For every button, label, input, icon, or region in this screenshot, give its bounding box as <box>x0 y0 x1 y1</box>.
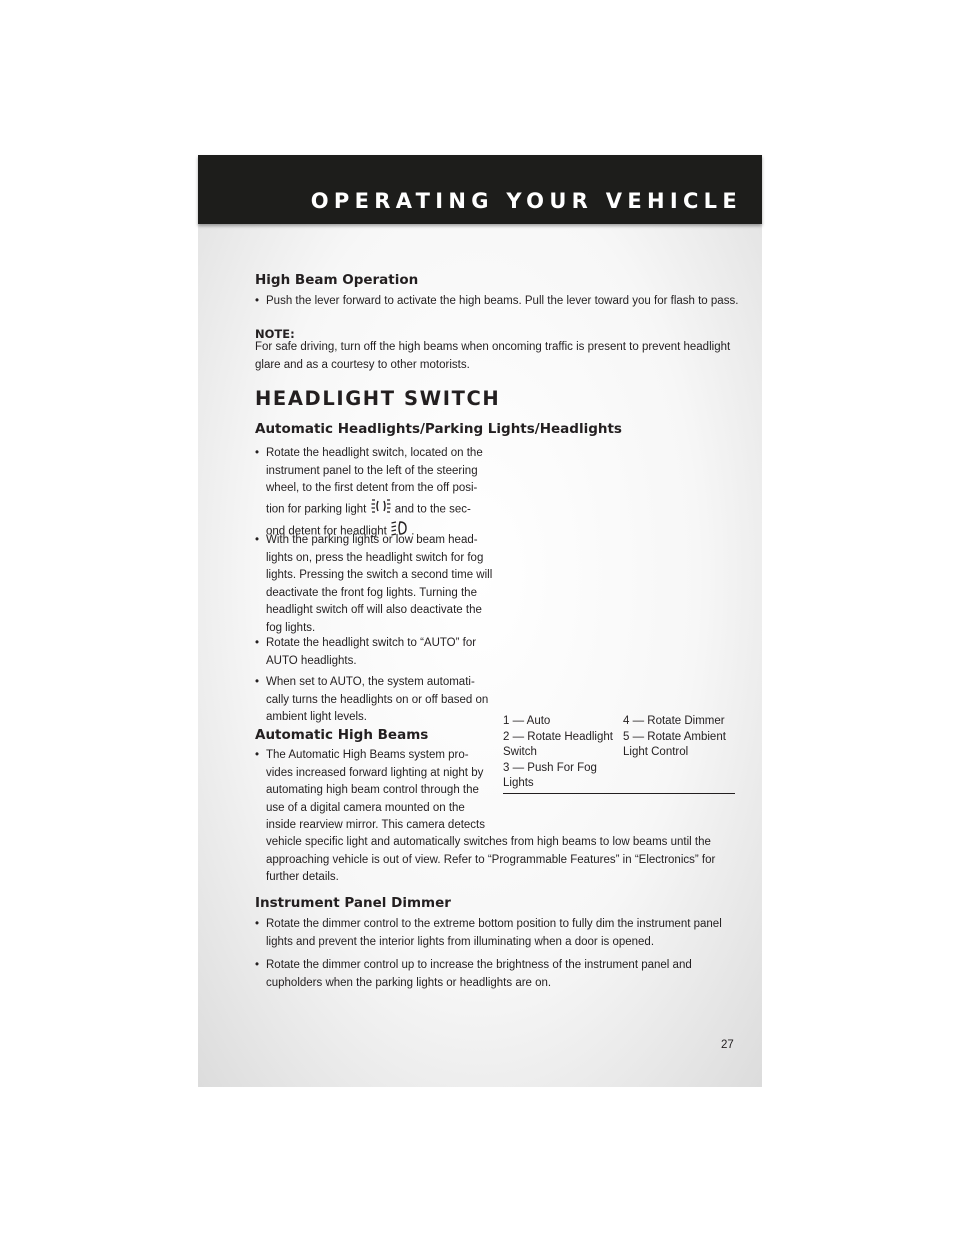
bullet-dot: • <box>255 447 260 459</box>
bullet-text: ond detent for headlight <box>266 525 387 538</box>
auto-high-beams-bullet-top <box>255 747 501 835</box>
bullet-text: and to the sec- <box>394 502 471 515</box>
auto-headlights-heading: Automatic Headlights/Parking Lights/Headlights <box>255 421 622 437</box>
auto-high-beams-heading: Automatic High Beams <box>255 727 429 743</box>
bullet-line: cupholders when the parking lights or headlights are on. <box>266 976 552 989</box>
bullet-line: When set to AUTO, the system automati- <box>266 676 475 688</box>
bullet-line: inside rearview mirror. This camera detects <box>266 819 485 831</box>
headlight-bullet-3 <box>255 635 501 670</box>
bullet-line: Rotate the dimmer control up to increase the brightness of the instrument panel and <box>266 959 692 971</box>
figure-caption-left <box>503 714 613 792</box>
bullet-line: further details. <box>266 871 339 883</box>
high-beam-bullet <box>255 293 756 311</box>
caption-divider <box>503 793 735 794</box>
bullet-line: vides increased forward lighting at night by <box>266 766 484 779</box>
note-line-2: glare and as a courtesy to other motorists. <box>255 359 470 371</box>
headlight-switch-heading: HEADLIGHT SWITCH <box>255 387 501 410</box>
bullet-line: approaching vehicle is out of view. Refer to “Programmable Features” in “Electronics” for <box>266 853 716 866</box>
parking-light-icon <box>370 498 392 521</box>
bullet-dot: • <box>255 676 260 688</box>
page-number: 27 <box>721 1039 734 1051</box>
note-label: NOTE: <box>255 327 295 341</box>
headlight-bullet-1 <box>255 445 501 543</box>
bullet-text: . <box>411 525 415 538</box>
caption-item: 5 — Rotate Ambient <box>623 730 726 743</box>
bullet-line: With the parking lights or low beam head- <box>266 534 478 546</box>
dimmer-bullet-1 <box>255 916 746 951</box>
caption-item: 4 — Rotate Dimmer <box>623 715 725 727</box>
bullet-line: wheel, to the first detent from the off posi- <box>266 482 478 494</box>
bullet-dot: • <box>255 959 260 971</box>
bullet-dot: • <box>255 637 260 649</box>
bullet-line: ambient light levels. <box>266 711 367 723</box>
caption-item: 1 — Auto <box>503 715 551 727</box>
caption-item: 3 — Push For Fog <box>503 761 597 774</box>
manual-page <box>198 155 762 1087</box>
bullet-text: tion for parking light <box>266 502 367 515</box>
bullet-line: deactivate the front fog lights. Turning the <box>266 586 477 599</box>
bullet-line: instrument panel to the left of the steering <box>266 464 478 477</box>
caption-item: Light Control <box>623 746 689 758</box>
bullet-line: vehicle specific light and automatically switches from high beams to low beams until the <box>266 836 711 848</box>
bullet-line: cally turns the headlights on or off based on <box>266 693 489 706</box>
section-header-bar <box>198 155 762 224</box>
high-beam-text: Push the lever forward to activate the high beams. Pull the lever toward you for flash to pass. <box>266 295 739 307</box>
auto-high-beams-bullet-bottom <box>255 834 746 887</box>
dimmer-heading: Instrument Panel Dimmer <box>255 895 451 911</box>
caption-item: Lights <box>503 777 534 789</box>
note-line-1: For safe driving, turn off the high beams when oncoming traffic is present to prevent headlight <box>255 341 731 353</box>
bullet-line: automating high beam control through the <box>266 784 479 796</box>
headlight-bullet-4 <box>255 674 501 727</box>
section-title: OPERATING YOUR VEHICLE <box>310 189 742 213</box>
bullet-line: use of a digital camera mounted on the <box>266 801 465 814</box>
headlight-bullet-2 <box>255 532 501 637</box>
bullet-dot: • <box>255 918 260 930</box>
bullet-dot: • <box>255 534 260 546</box>
bullet-line: lights. Pressing the switch a second time will <box>266 569 493 581</box>
bullet-dot: • <box>255 295 260 307</box>
bullet-line: Rotate the headlight switch to “AUTO” for <box>266 637 477 649</box>
high-beam-heading: High Beam Operation <box>255 272 419 288</box>
bullet-line <box>266 498 501 521</box>
bullet-dot: • <box>255 749 260 761</box>
bullet-line: AUTO headlights. <box>266 654 357 667</box>
bullet-line: fog lights. <box>266 621 316 634</box>
caption-item: 2 — Rotate Headlight <box>503 730 613 743</box>
figure-caption-right <box>623 714 726 761</box>
caption-item: Switch <box>503 746 537 758</box>
bullet-line: lights on, press the headlight switch for fog <box>266 551 484 564</box>
dimmer-bullet-2 <box>255 957 746 992</box>
bullet-line: lights and prevent the interior lights from illuminating when a door is opened. <box>266 935 655 948</box>
bullet-line: Rotate the headlight switch, located on the <box>266 447 483 459</box>
bullet-line: headlight switch off will also deactivate the <box>266 604 482 616</box>
bullet-line: The Automatic High Beams system pro- <box>266 749 469 761</box>
bullet-line: Rotate the dimmer control to the extreme bottom position to fully dim the instrument panel <box>266 918 722 930</box>
